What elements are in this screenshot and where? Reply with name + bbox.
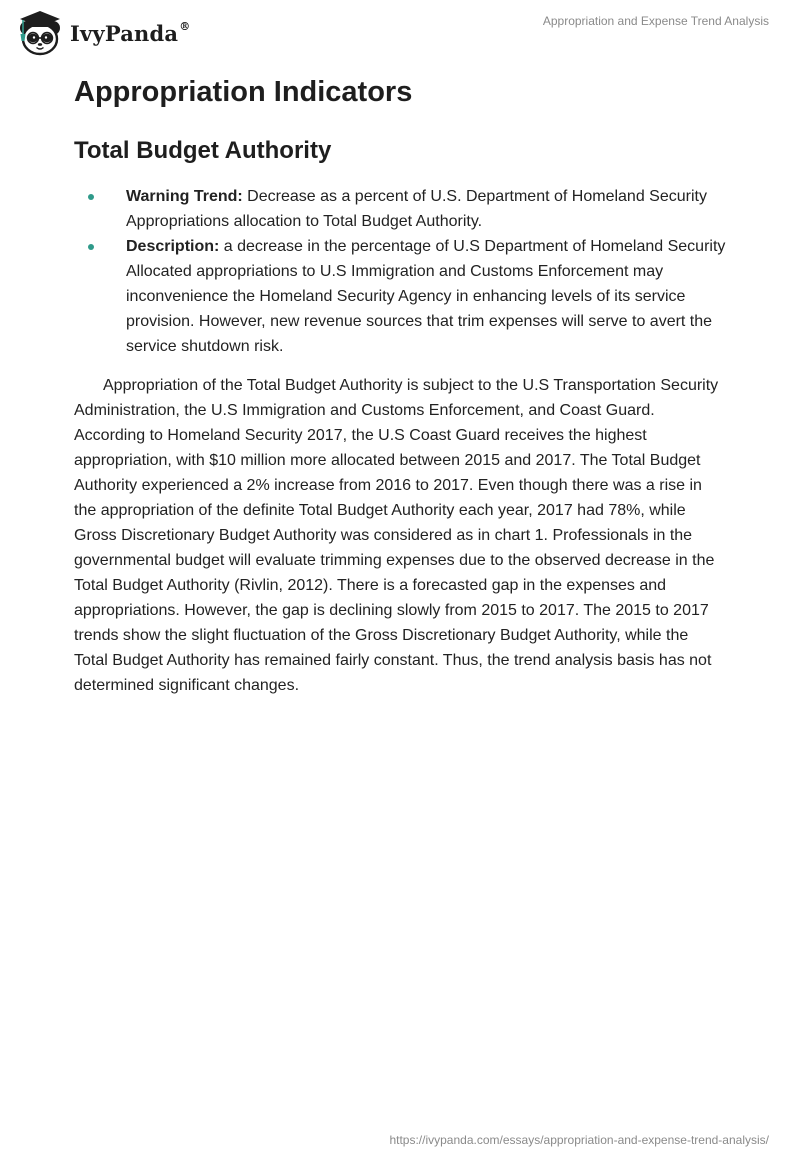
subsection-heading: Total Budget Authority <box>74 137 332 164</box>
list-item-text: Decrease as a percent of U.S. Department of Homeland Security Appropriations allocation to Total Budget Authority. <box>126 188 707 230</box>
brand-name: IvyPanda® <box>70 19 191 46</box>
document-title: Appropriation and Expense Trend Analysis <box>542 14 769 28</box>
panda-graduation-cap-icon <box>14 8 66 56</box>
list-item-description <box>74 234 726 359</box>
list-item-warning-trend <box>74 184 726 234</box>
bullet-dot-icon <box>88 244 94 250</box>
indicator-list <box>74 184 726 359</box>
bullet-dot-icon <box>88 194 94 200</box>
essay-content <box>74 70 726 698</box>
list-item-label: Warning Trend: <box>126 188 243 205</box>
body-paragraph: Appropriation of the Total Budget Authority is subject to the U.S Transportation Security Administration, the U.S Immigration and Customs Enforcement, and Coast Guard. According to Homeland Security 2017, the U.S Coast Guard receives the highest appropriation, with $10 million more allocated between 2015 and 2017. The Total Budget Authority experienced a 2% increase from 2016 to 2017. Even though there was a rise in the appropriation of the definite Total Budget Authority each year, 2017 had 78%, while Gross Discretionary Budget Authority was considered as in chart 1. Professionals in the governmental budget will evaluate trimming expenses due to the observed decrease in the Total Budget Authority (Rivlin, 2012). There is a forecasted gap in the expenses and appropriations. However, the gap is declining slowly from 2015 to 2017. The 2015 to 2017 trends show the slight fluctuation of the Gross Discretionary Budget Authority, while the Total Budget Authority has remained fairly constant. Thus, the trend analysis basis has not determined significant changes. <box>74 377 719 694</box>
brand-logo[interactable] <box>14 8 190 56</box>
list-item-text: a decrease in the percentage of U.S Department of Homeland Security Allocated appropriations to U.S Immigration and Customs Enforcement may inconvenience the Homeland Security Agency in enhancing levels of its service provision. However, new revenue sources that trim expenses will serve to avert the service shutdown risk. <box>126 238 726 355</box>
source-url[interactable]: https://ivypanda.com/essays/appropriation-and-expense-trend-analysis/ <box>389 1133 769 1147</box>
page-header <box>0 0 800 60</box>
list-item-label: Description: <box>126 238 220 255</box>
section-heading: Appropriation Indicators <box>74 76 413 108</box>
